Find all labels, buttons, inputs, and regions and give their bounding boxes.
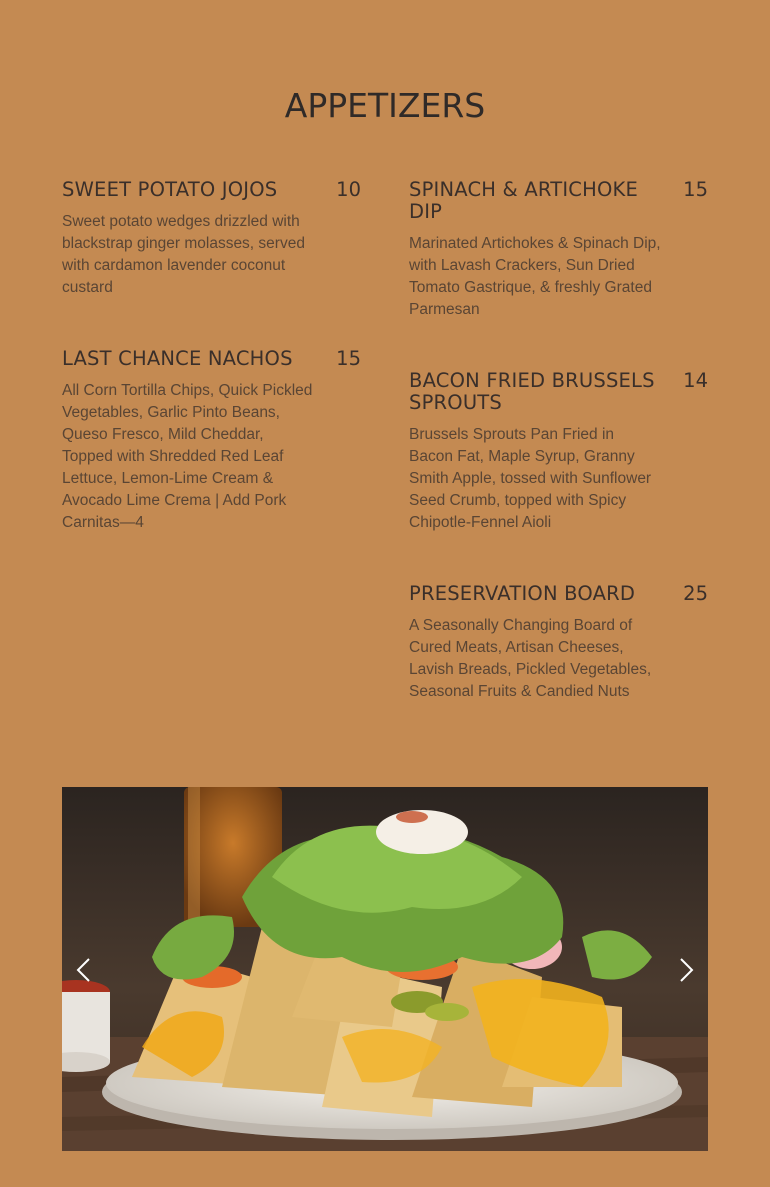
menu-item-price: 15 (683, 178, 708, 201)
menu-item-description: All Corn Tortilla Chips, Quick Pickled Vegetables, Garlic Pinto Beans, Queso Fresco, Mild Cheddar, Topped with Shredded Red Leaf Lettuce, Lemon-Lime Cream & Avocado Lime Crema | Add Pork Carnitas—4 (62, 382, 313, 531)
menu-item-price: 15 (336, 347, 361, 370)
menu-item-preservation-board (409, 583, 708, 703)
menu-item-name: BACON FRIED BRUSSELS SPROUTS (409, 369, 655, 414)
menu-item-name: LAST CHANCE NACHOS (62, 347, 293, 370)
chevron-left-icon (64, 950, 104, 990)
menu-item-description: Sweet potato wedges drizzled with blackstrap ginger molasses, served with cardamon lavender coconut custard (62, 213, 305, 296)
menu-item-sweet-potato-jojos (62, 179, 361, 299)
menu-item-spinach-artichoke-dip (409, 179, 708, 321)
menu-item-description: Brussels Sprouts Pan Fried in Bacon Fat, Maple Syrup, Granny Smith Apple, tossed with Sunflower Seed Crumb, topped with Spicy Chipotle-Fennel Aioli (409, 426, 652, 531)
section-title: APPETIZERS (284, 86, 486, 125)
menu-item-name: SPINACH & ARTICHOKE DIP (409, 178, 639, 223)
nachos-photo (62, 787, 708, 1151)
menu-item-description: A Seasonally Changing Board of Cured Meats, Artisan Cheeses, Lavish Breads, Pickled Vegetables, Seasonal Fruits & Candied Nuts (409, 617, 652, 700)
menu-item-name: SWEET POTATO JOJOS (62, 178, 278, 201)
menu-item-last-chance-nachos (62, 348, 361, 534)
gallery-prev-button[interactable] (64, 950, 104, 990)
menu-item-header (409, 179, 708, 223)
menu-item-price: 10 (336, 178, 361, 201)
menu-item-header (62, 348, 361, 370)
chevron-right-icon (666, 950, 706, 990)
menu-item-name: PRESERVATION BOARD (409, 582, 636, 605)
gallery-next-button[interactable] (666, 950, 706, 990)
menu-item-description: Marinated Artichokes & Spinach Dip, with Lavash Crackers, Sun Dried Tomato Gastrique, & freshly Grated Parmesan (409, 235, 661, 318)
menu-item-bacon-fried-brussels-sprouts (409, 370, 708, 534)
menu-item-header (409, 370, 708, 414)
menu-item-header (409, 583, 708, 605)
photo-gallery[interactable] (62, 787, 708, 1151)
menu-item-price: 14 (683, 369, 708, 392)
menu-item-price: 25 (683, 582, 708, 605)
menu-item-header (62, 179, 361, 201)
